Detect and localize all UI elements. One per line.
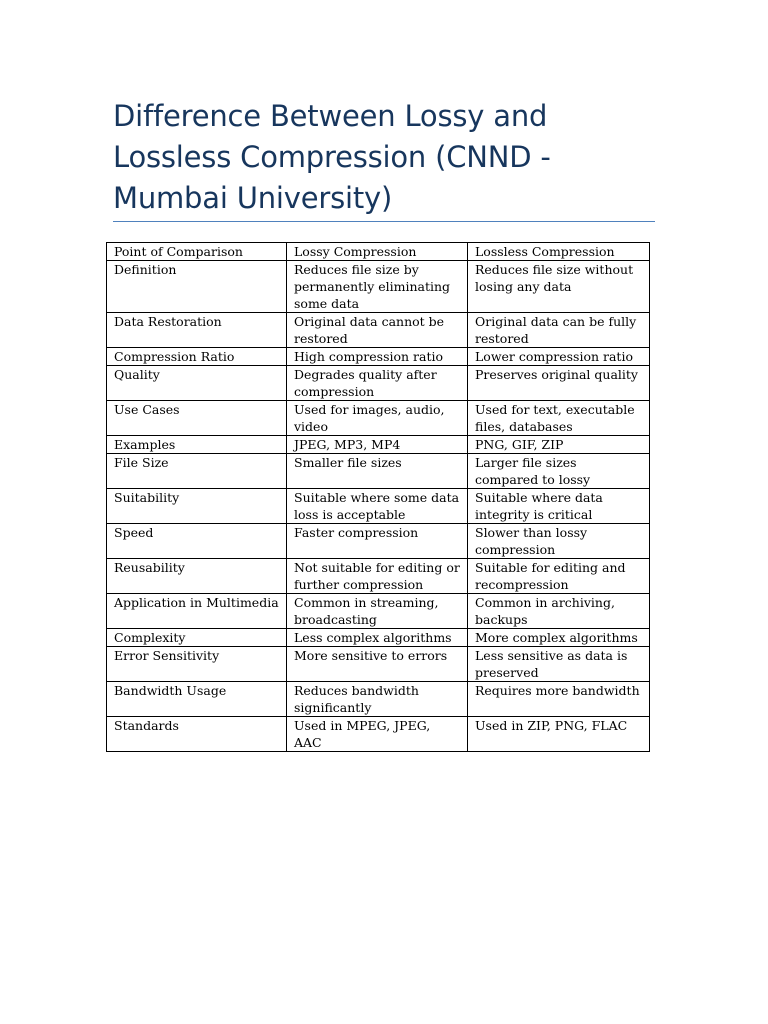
table-row bbox=[107, 559, 650, 594]
lossless-cell: PNG, GIF, ZIP bbox=[468, 436, 650, 454]
comparison-table bbox=[106, 242, 650, 752]
lossless-cell: Used in ZIP, PNG, FLAC bbox=[468, 717, 650, 752]
lossless-cell: Original data can be fully restored bbox=[468, 313, 650, 348]
lossless-cell: Reduces file size without losing any data bbox=[468, 261, 650, 313]
point-cell: Error Sensitivity bbox=[107, 647, 287, 682]
table-row bbox=[107, 594, 650, 629]
lossless-cell: Used for text, executable files, databases bbox=[468, 401, 650, 436]
point-cell: Quality bbox=[107, 366, 287, 401]
lossless-cell: Lower compression ratio bbox=[468, 348, 650, 366]
lossless-cell: Preserves original quality bbox=[468, 366, 650, 401]
table-row bbox=[107, 348, 650, 366]
lossy-cell: Faster compression bbox=[287, 524, 468, 559]
lossy-cell: Used in MPEG, JPEG, AAC bbox=[287, 717, 468, 752]
table-row bbox=[107, 313, 650, 348]
lossless-cell: Requires more bandwidth bbox=[468, 682, 650, 717]
point-cell: Application in Multimedia bbox=[107, 594, 287, 629]
header-cell-lossy: Lossy Compression bbox=[287, 243, 468, 261]
lossy-cell: JPEG, MP3, MP4 bbox=[287, 436, 468, 454]
table-row bbox=[107, 489, 650, 524]
point-cell: Definition bbox=[107, 261, 287, 313]
title-underline-rule bbox=[113, 221, 655, 222]
lossless-cell: Common in archiving, backups bbox=[468, 594, 650, 629]
lossy-cell: Common in streaming, broadcasting bbox=[287, 594, 468, 629]
point-cell: Standards bbox=[107, 717, 287, 752]
lossy-cell: Original data cannot be restored bbox=[287, 313, 468, 348]
lossless-cell: Less sensitive as data is preserved bbox=[468, 647, 650, 682]
lossy-cell: Reduces bandwidth significantly bbox=[287, 682, 468, 717]
lossy-cell: Suitable where some data loss is acceptable bbox=[287, 489, 468, 524]
lossy-cell: High compression ratio bbox=[287, 348, 468, 366]
lossless-cell: Larger file sizes compared to lossy bbox=[468, 454, 650, 489]
point-cell: Complexity bbox=[107, 629, 287, 647]
document-title: Difference Between Lossy and Lossless Compression (CNND - Mumbai University) bbox=[113, 99, 551, 215]
table-row bbox=[107, 261, 650, 313]
table-row bbox=[107, 436, 650, 454]
table-header-row bbox=[107, 243, 650, 261]
lossy-cell: Not suitable for editing or further compression bbox=[287, 559, 468, 594]
lossy-cell: Less complex algorithms bbox=[287, 629, 468, 647]
header-cell-point: Point of Comparison bbox=[107, 243, 287, 261]
header-cell-lossless: Lossless Compression bbox=[468, 243, 650, 261]
point-cell: Use Cases bbox=[107, 401, 287, 436]
lossy-cell: Used for images, audio, video bbox=[287, 401, 468, 436]
table-row bbox=[107, 366, 650, 401]
point-cell: Examples bbox=[107, 436, 287, 454]
comparison-table-body bbox=[107, 243, 650, 752]
table-row bbox=[107, 647, 650, 682]
point-cell: File Size bbox=[107, 454, 287, 489]
table-row bbox=[107, 524, 650, 559]
point-cell: Data Restoration bbox=[107, 313, 287, 348]
table-row bbox=[107, 401, 650, 436]
point-cell: Suitability bbox=[107, 489, 287, 524]
table-row bbox=[107, 682, 650, 717]
lossy-cell: Reduces file size by permanently eliminating some data bbox=[287, 261, 468, 313]
table-row bbox=[107, 629, 650, 647]
table-row bbox=[107, 454, 650, 489]
lossy-cell: More sensitive to errors bbox=[287, 647, 468, 682]
point-cell: Compression Ratio bbox=[107, 348, 287, 366]
lossless-cell: Suitable for editing and recompression bbox=[468, 559, 650, 594]
point-cell: Bandwidth Usage bbox=[107, 682, 287, 717]
table-row bbox=[107, 717, 650, 752]
lossless-cell: Slower than lossy compression bbox=[468, 524, 650, 559]
point-cell: Reusability bbox=[107, 559, 287, 594]
point-cell: Speed bbox=[107, 524, 287, 559]
lossless-cell: More complex algorithms bbox=[468, 629, 650, 647]
lossy-cell: Degrades quality after compression bbox=[287, 366, 468, 401]
lossy-cell: Smaller file sizes bbox=[287, 454, 468, 489]
lossless-cell: Suitable where data integrity is critical bbox=[468, 489, 650, 524]
